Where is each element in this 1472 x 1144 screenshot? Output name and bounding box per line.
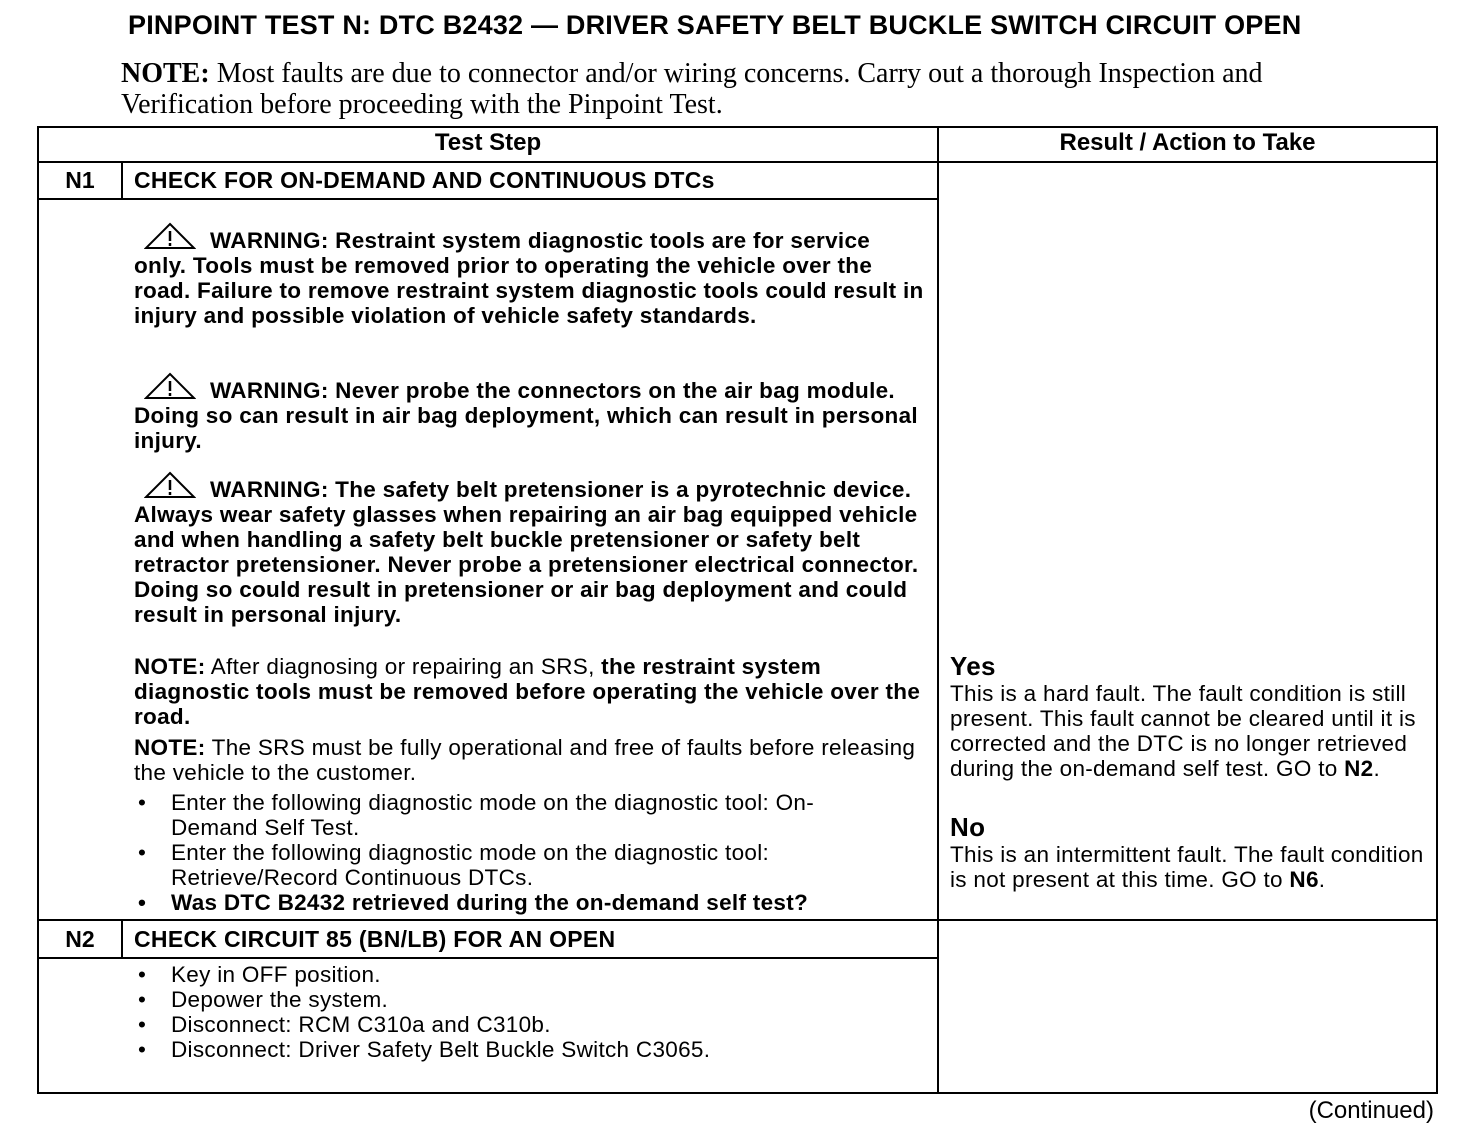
note-2-label: NOTE:	[134, 735, 206, 760]
no-end: .	[1318, 867, 1326, 892]
note-1-bold: the restraint system diagnostic tools must be removed before operating the vehicle over the road.	[134, 654, 921, 729]
n1-bullet-list	[134, 790, 894, 915]
n1-no-result	[950, 812, 1435, 892]
note-1-plain: After diagnosing or repairing an SRS,	[205, 654, 602, 679]
list-item: • Depower the system.	[134, 987, 894, 1012]
list-item: • Enter the following diagnostic mode on the diagnostic tool: On-Demand Self Test.	[134, 790, 894, 840]
no-text: This is an intermittent fault. The fault condition is not present at this time. GO to	[950, 842, 1424, 892]
yes-end: .	[1373, 756, 1381, 781]
header-result: Result / Action to Take	[1059, 129, 1316, 156]
warning-3-text: WARNING: The safety belt pretensioner is a pyrotechnic device. Always wear safety glasses when repairing an air bag equipped vehicle and when handling a safety belt buckle pretensioner or safety belt retractor pretensioner. Never probe a pretensioner electrical connector. Doing so could result in pretensioner or air bag deployment and could result in personal injury.	[134, 477, 919, 627]
intro-note-text: Most faults are due to connector and/or wiring concerns. Carry out a thorough Inspection and Verification before proceeding with the Pinpoint Test.	[121, 58, 1263, 120]
list-item: • Enter the following diagnostic mode on the diagnostic tool: Retrieve/Record Continuous DTCs.	[134, 840, 894, 890]
n1-number-divider	[121, 163, 123, 200]
yes-label: Yes	[950, 651, 996, 681]
warning-triangle-icon	[144, 222, 196, 250]
header-test-step: Test Step	[434, 129, 542, 156]
intro-note-label: NOTE:	[121, 58, 210, 89]
warning-triangle-icon	[144, 471, 196, 499]
n2-title-divider	[37, 957, 939, 959]
note-2	[134, 735, 924, 785]
n1-yes-result	[950, 651, 1435, 781]
n1-row-divider	[37, 919, 1438, 921]
no-goto: N6	[1289, 867, 1319, 892]
warning-1-text: WARNING: Restraint system diagnostic tools are for service only. Tools must be removed prior to operating the vehicle over the road. Failure to remove restraint system diagnostic tools could result in injury and possible violation of vehicle safety standards.	[134, 228, 924, 328]
note-1-label: NOTE:	[134, 654, 206, 679]
header-divider	[37, 161, 1438, 163]
list-item: • Key in OFF position.	[134, 962, 894, 987]
n2-bullet-list	[134, 962, 894, 1062]
yes-goto: N2	[1344, 756, 1374, 781]
step-title-n2: CHECK CIRCUIT 85 (BN/LB) FOR AN OPEN	[134, 926, 616, 952]
list-item: • Disconnect: RCM C310a and C310b.	[134, 1012, 894, 1037]
question-item: • Was DTC B2432 retrieved during the on-demand self test?	[134, 890, 894, 915]
yes-text: This is a hard fault. The fault condition is still present. This fault cannot be cleared until it is corrected and the DTC is no longer retrieved during the on-demand self test. GO to	[950, 681, 1416, 781]
list-item: • Disconnect: Driver Safety Belt Buckle Switch C3065.	[134, 1037, 894, 1062]
intro-note	[121, 58, 1271, 120]
column-divider	[937, 126, 939, 1094]
step-number-n1: N1	[65, 167, 95, 193]
step-title-n1: CHECK FOR ON-DEMAND AND CONTINUOUS DTCs	[134, 167, 715, 193]
step-number-n2: N2	[65, 926, 95, 952]
no-label: No	[950, 812, 986, 842]
page-title: PINPOINT TEST N: DTC B2432 — DRIVER SAFETY BELT BUCKLE SWITCH CIRCUIT OPEN	[128, 10, 1302, 40]
note-1	[134, 654, 924, 729]
note-2-plain: The SRS must be fully operational and free of faults before releasing the vehicle to the customer.	[134, 735, 916, 785]
warning-triangle-icon	[144, 372, 196, 400]
continued-label: (Continued)	[1308, 1097, 1434, 1124]
n2-number-divider	[121, 921, 123, 958]
warning-2	[134, 372, 924, 453]
warning-3	[134, 471, 924, 627]
n1-title-divider	[37, 198, 939, 200]
warning-2-text: WARNING: Never probe the connectors on the air bag module. Doing so can result in air bag deployment, which can result in personal injury.	[134, 378, 918, 453]
warning-1	[134, 222, 924, 328]
